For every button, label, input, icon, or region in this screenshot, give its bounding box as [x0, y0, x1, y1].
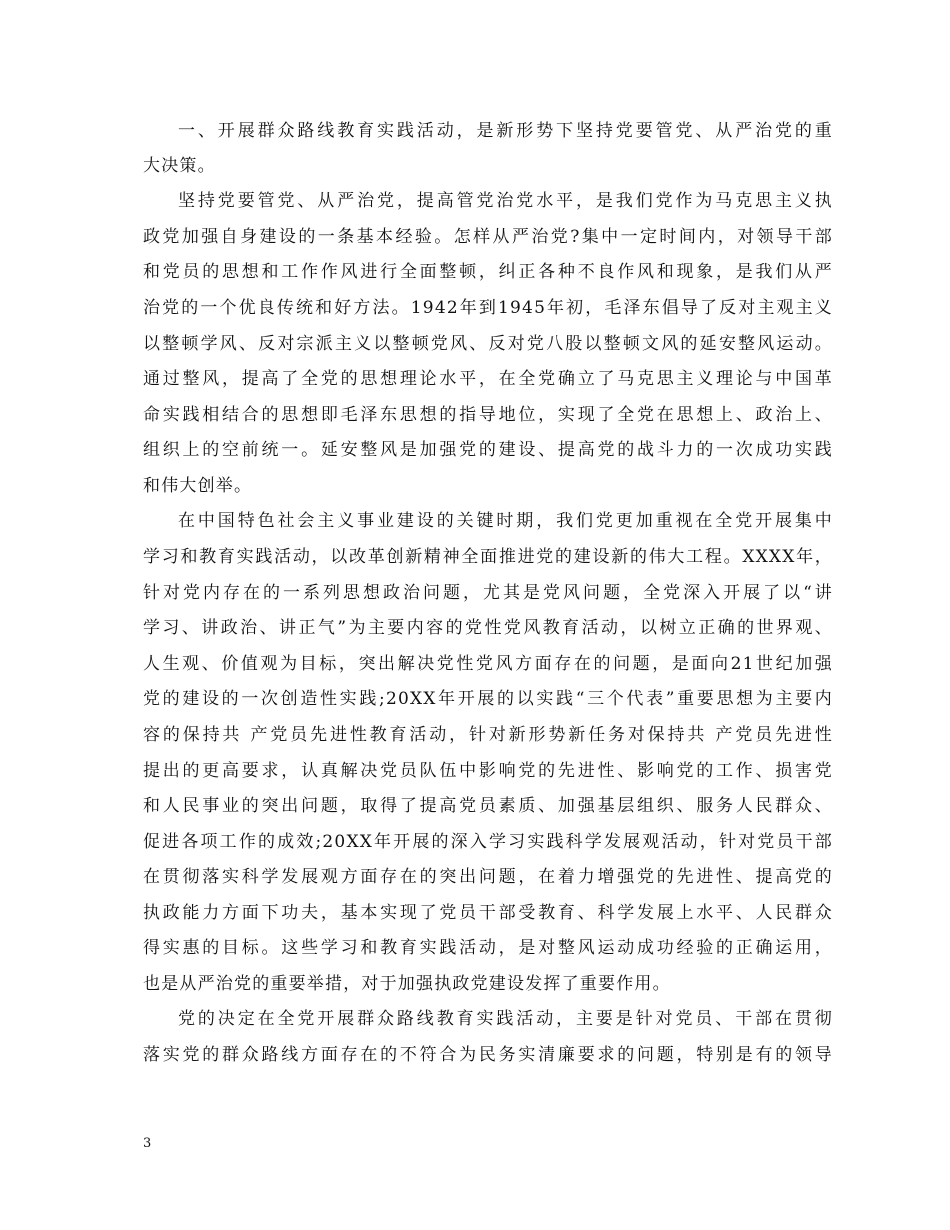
text-line: 一、开展群众路线教育实践活动，是新形势下坚持党要管党、从严治党的重 — [178, 121, 833, 141]
text-line: 提出的更高要求，认真解决党员队伍中影响党的先进性、影响党的工作、损害党 — [143, 761, 833, 781]
text-line: 学习、讲政治、讲正气”为主要内容的党性党风教育活动，以树立正确的世界观、 — [143, 618, 833, 638]
text-line: 容的保持共 产党员先进性教育活动，针对新形势新任务对保持共 产党员先进性 — [143, 725, 833, 745]
text-line: 针对党内存在的一系列思想政治问题，尤其是党风问题，全党深入开展了以“讲 — [143, 583, 833, 603]
text-line: 党的决定在全党开展群众路线教育实践活动，主要是针对党员、干部在贯彻 — [178, 1009, 833, 1029]
text-line: 治党的一个优良传统和好方法。1942年到1945年初，毛泽东倡导了反对主观主义 — [143, 298, 833, 318]
text-line: 人生观、价值观为目标，突出解决党性党风方面存在的问题，是面向21世纪加强 — [143, 654, 833, 674]
text-line: 党的建设的一次创造性实践;20XX年开展的以实践“三个代表”重要思想为主要内 — [143, 689, 833, 709]
text-line: 政党加强自身建设的一条基本经验。怎样从严治党?集中一定时间内，对领导干部 — [143, 227, 833, 247]
text-line: 以整顿学风、反对宗派主义以整顿党风、反对党八股以整顿文风的延安整风运动。 — [143, 334, 833, 354]
text-line: 落实党的群众路线方面存在的不符合为民务实清廉要求的问题，特别是有的领导 — [143, 1045, 833, 1065]
text-line: 和人民事业的突出问题，取得了提高党员素质、加强基层组织、服务人民群众、 — [143, 796, 833, 816]
text-line: 促进各项工作的成效;20XX年开展的深入学习实践科学发展观活动，针对党员干部 — [143, 832, 833, 852]
text-line: 在贯彻落实科学发展观方面存在的突出问题，在着力增强党的先进性、提高党的 — [143, 867, 833, 887]
text-line: 和党员的思想和工作作风进行全面整顿，纠正各种不良作风和现象，是我们从严 — [143, 262, 833, 282]
text-line: 执政能力方面下功夫，基本实现了党员干部受教育、科学发展上水平、人民群众 — [143, 903, 833, 923]
text-line: 大决策。 — [143, 156, 216, 176]
text-line: 命实践相结合的思想即毛泽东思想的指导地位，实现了全党在思想上、政治上、 — [143, 405, 833, 425]
text-line: 也是从严治党的重要举措，对于加强执政党建设发挥了重要作用。 — [143, 974, 671, 994]
text-line: 得实惠的目标。这些学习和教育实践活动，是对整风运动成功经验的正确运用， — [143, 938, 833, 958]
text-line: 通过整风，提高了全党的思想理论水平，在全党确立了马克思主义理论与中国革 — [143, 369, 833, 389]
text-line: 在中国特色社会主义事业建设的关键时期，我们党更加重视在全党开展集中 — [178, 511, 833, 531]
text-line: 坚持党要管党、从严治党，提高管党治党水平，是我们党作为马克思主义执 — [178, 191, 833, 211]
text-line: 组织上的空前统一。延安整风是加强党的建设、提高党的战斗力的一次成功实践 — [143, 440, 833, 460]
page-number: 3 — [143, 1136, 152, 1151]
text-line: 学习和教育实践活动，以改革创新精神全面推进党的建设新的伟大工程。XXXX年， — [143, 547, 833, 567]
text-line: 和伟大创举。 — [143, 476, 253, 496]
